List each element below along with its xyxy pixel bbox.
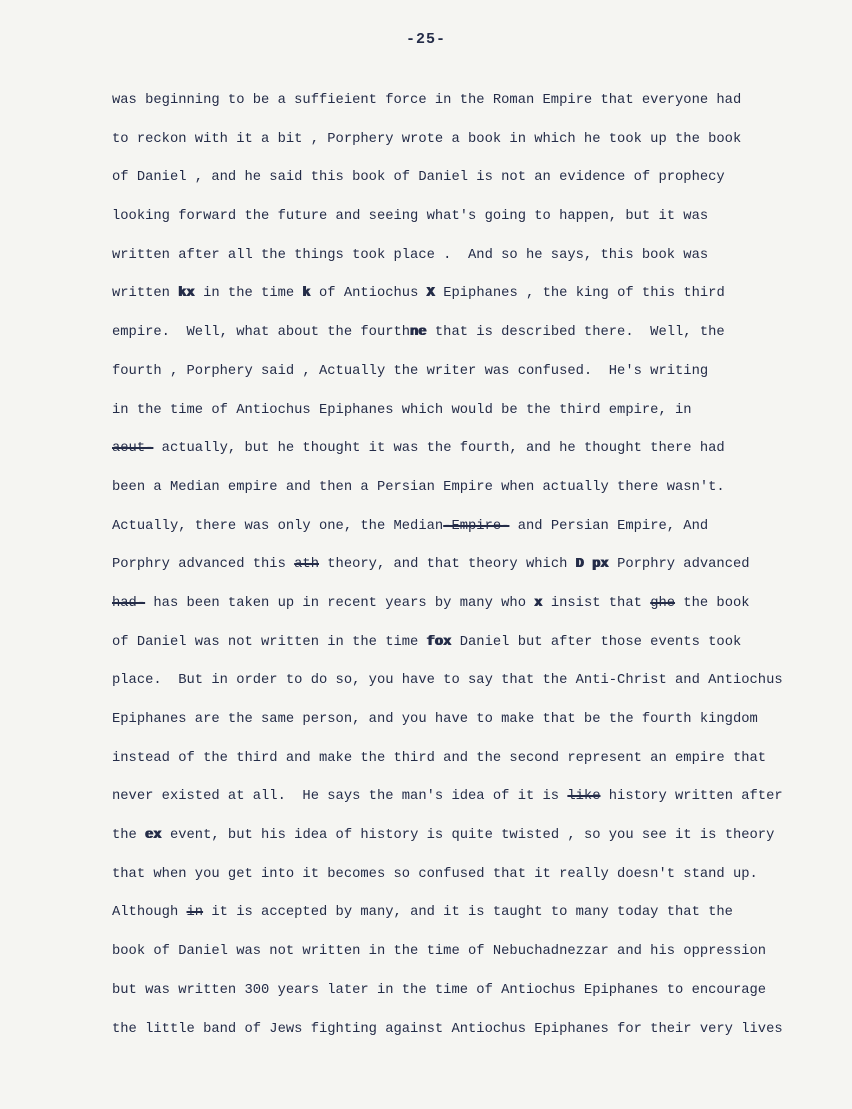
body-text: event, but his idea of history is quite twisted , so you see it is theory (161, 828, 775, 844)
body-text: Although (112, 905, 187, 921)
overstruck-text: X (426, 286, 435, 302)
text-line (112, 894, 796, 933)
overstruck-text: ex (145, 828, 162, 844)
body-text: insist that (542, 595, 651, 611)
text-line (112, 121, 796, 160)
body-text: written after all the things took place . And so he says, this book was (112, 247, 709, 263)
document-body (0, 82, 852, 1049)
body-text: history written after (600, 789, 783, 805)
struck-text: had- (112, 595, 146, 611)
body-text: theory, and that theory which (319, 557, 576, 573)
struck-text: ghe (650, 595, 676, 611)
body-text: Epiphanes , the king of this third (434, 286, 725, 302)
text-line (112, 82, 796, 121)
body-text: instead of the third and make the third and the second represent an empire that (112, 750, 767, 766)
body-text: Daniel but after those events took (451, 634, 742, 650)
overstruck-text: D (575, 557, 584, 573)
body-text: of Daniel was not written in the time (112, 634, 427, 650)
text-line (112, 778, 796, 817)
struck-text: in (186, 905, 204, 921)
text-line (112, 585, 796, 624)
text-line (112, 817, 796, 856)
body-text: actually, but he thought it was the fourth, and he thought there had (153, 441, 725, 457)
overstruck-text: k (302, 286, 311, 302)
body-text: and Persian Empire, And (509, 518, 709, 534)
text-line (112, 662, 796, 701)
body-text: empire. Well, what about the fourth (112, 325, 411, 341)
body-text: never existed at all. He says the man's idea of it is (112, 789, 568, 805)
text-line (112, 430, 796, 469)
text-line (112, 159, 796, 198)
body-text: but was written 300 years later in the time of Antiochus Epiphanes to encourage (112, 982, 767, 998)
struck-text: like (567, 789, 601, 805)
overstruck-text: x (534, 595, 543, 611)
body-text: been a Median empire and then a Persian Empire when actually there wasn't. (112, 479, 725, 495)
struck-text: -Empire- (443, 518, 510, 534)
body-text: that when you get into it becomes so confused that it really doesn't stand up. (112, 866, 758, 882)
text-line (112, 933, 796, 972)
text-line (112, 275, 796, 314)
text-line (112, 314, 796, 353)
text-line (112, 740, 796, 779)
body-text: was beginning to be a suffieient force in the Roman Empire that everyone had (112, 93, 742, 108)
text-line (112, 701, 796, 740)
body-text: place. But in order to do so, you have to say that the Anti-Christ and Antiochus (112, 673, 783, 689)
struck-text: aeut- (112, 441, 154, 457)
body-text: the (112, 828, 146, 844)
text-line (112, 856, 796, 895)
body-text: Epiphanes are the same person, and you have to make that be the fourth kingdom (112, 712, 758, 727)
body-text: fourth , Porphery said , Actually the writer was confused. He's writing (112, 363, 709, 379)
text-line (112, 508, 796, 547)
body-text: in the time (194, 286, 303, 302)
body-text: that is described there. Well, the (426, 325, 725, 341)
body-text: written (112, 286, 179, 302)
struck-text: ath (294, 557, 319, 573)
body-text: it is accepted by many, and it is taught to many today that the (203, 905, 733, 921)
text-line (112, 392, 796, 431)
page-number: -25- (405, 31, 446, 48)
body-text: book of Daniel was not written in the time of Nebuchadnezzar and his oppression (112, 944, 767, 960)
text-line (112, 198, 796, 237)
overstruck-text: ne (410, 325, 427, 341)
text-line (112, 546, 796, 585)
body-text: to reckon with it a bit , Porphery wrote a book in which he took up the book (112, 131, 742, 147)
body-text: in the time of Antiochus Epiphanes which would be the third empire, in (112, 402, 692, 418)
body-text: Actually, there was only one, the Median (112, 518, 444, 534)
body-text: of Daniel , and he said this book of Daniel is not an evidence of prophecy (112, 170, 725, 186)
text-line (112, 237, 796, 276)
body-text: has been taken up in recent years by many who (145, 595, 535, 611)
body-text: the book (675, 595, 750, 611)
text-line (112, 624, 796, 663)
body-text: Porphry advanced this (112, 557, 295, 573)
text-line (112, 353, 796, 392)
overstruck-text: kx (178, 286, 195, 302)
text-line (112, 469, 796, 508)
overstruck-text: px (592, 557, 609, 573)
body-text (584, 557, 592, 572)
text-line (112, 972, 796, 1011)
body-text: of Antiochus (310, 286, 427, 302)
text-line (112, 1011, 796, 1050)
body-text: the little band of Jews fighting against Antiochus Epiphanes for their very lives (112, 1021, 783, 1037)
body-text: Porphry advanced (608, 557, 750, 573)
overstruck-text: fox (426, 634, 452, 650)
body-text: looking forward the future and seeing what's going to happen, but it was (112, 209, 709, 225)
